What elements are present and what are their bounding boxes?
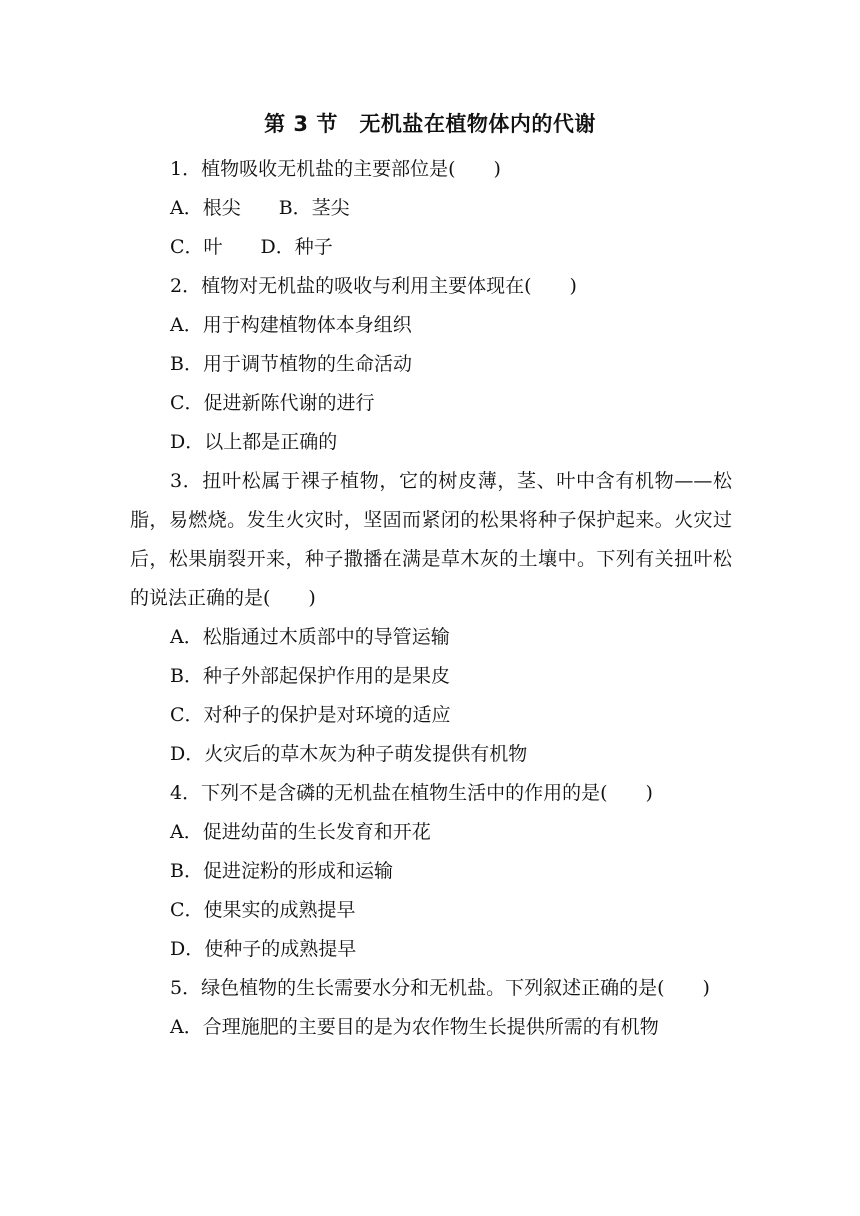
question-number: 2． (170, 275, 202, 297)
question-text: 扭叶松属于裸子植物，它的树皮薄，茎、叶中含有机物——松脂，易燃烧。发生火灾时，坚固而紧闭的松果将种子保护起来。火灾过后，松果崩裂开来，种子撒播在满是草木灰的土壤中。下列有关扭叶松的说法正确的是( ) (130, 470, 732, 609)
option-line: A．根尖 B．茎尖 (170, 197, 350, 219)
question-stem (130, 267, 732, 306)
page-title: 第 3 节 无机盐在植物体内的代谢 (264, 112, 596, 136)
question-number: 4． (170, 782, 202, 804)
question-2 (130, 267, 732, 462)
question-stem (130, 774, 732, 813)
question-1 (130, 150, 732, 267)
option-a: A．促进幼苗的生长发育和开花 (170, 821, 431, 843)
question-text: 植物吸收无机盐的主要部位是( ) (201, 158, 501, 180)
option-d: D．使种子的成熟提早 (170, 938, 357, 960)
question-number: 1． (170, 158, 202, 180)
question-stem (130, 969, 732, 1008)
option-b: B．种子外部起保护作用的是果皮 (170, 665, 450, 687)
question-text: 绿色植物的生长需要水分和无机盐。下列叙述正确的是( ) (201, 977, 710, 999)
question-stem (130, 150, 732, 189)
option-b: B．用于调节植物的生命活动 (170, 353, 412, 375)
question-list (130, 150, 732, 1047)
question-3 (130, 462, 732, 774)
option-b: B．促进淀粉的形成和运输 (170, 860, 393, 882)
option-c: C．促进新陈代谢的进行 (170, 392, 375, 414)
option-c: C．使果实的成熟提早 (170, 899, 356, 921)
option-line: C．叶 D．种子 (170, 236, 333, 258)
option-a: A．合理施肥的主要目的是为农作物生长提供所需的有机物 (170, 1016, 659, 1038)
question-number: 5． (170, 977, 202, 999)
question-text: 植物对无机盐的吸收与利用主要体现在( ) (201, 275, 577, 297)
question-5 (130, 969, 732, 1047)
option-a: A．松脂通过木质部中的导管运输 (170, 626, 450, 648)
question-4 (130, 774, 732, 969)
option-a: A．用于构建植物体本身组织 (170, 314, 412, 336)
option-d: D．火灾后的草木灰为种子萌发提供有机物 (170, 743, 528, 765)
question-stem (130, 462, 732, 618)
option-d: D．以上都是正确的 (170, 431, 338, 453)
question-number: 3． (170, 470, 203, 492)
option-c: C．对种子的保护是对环境的适应 (170, 704, 451, 726)
question-text: 下列不是含磷的无机盐在植物生活中的作用的是( ) (201, 782, 653, 804)
